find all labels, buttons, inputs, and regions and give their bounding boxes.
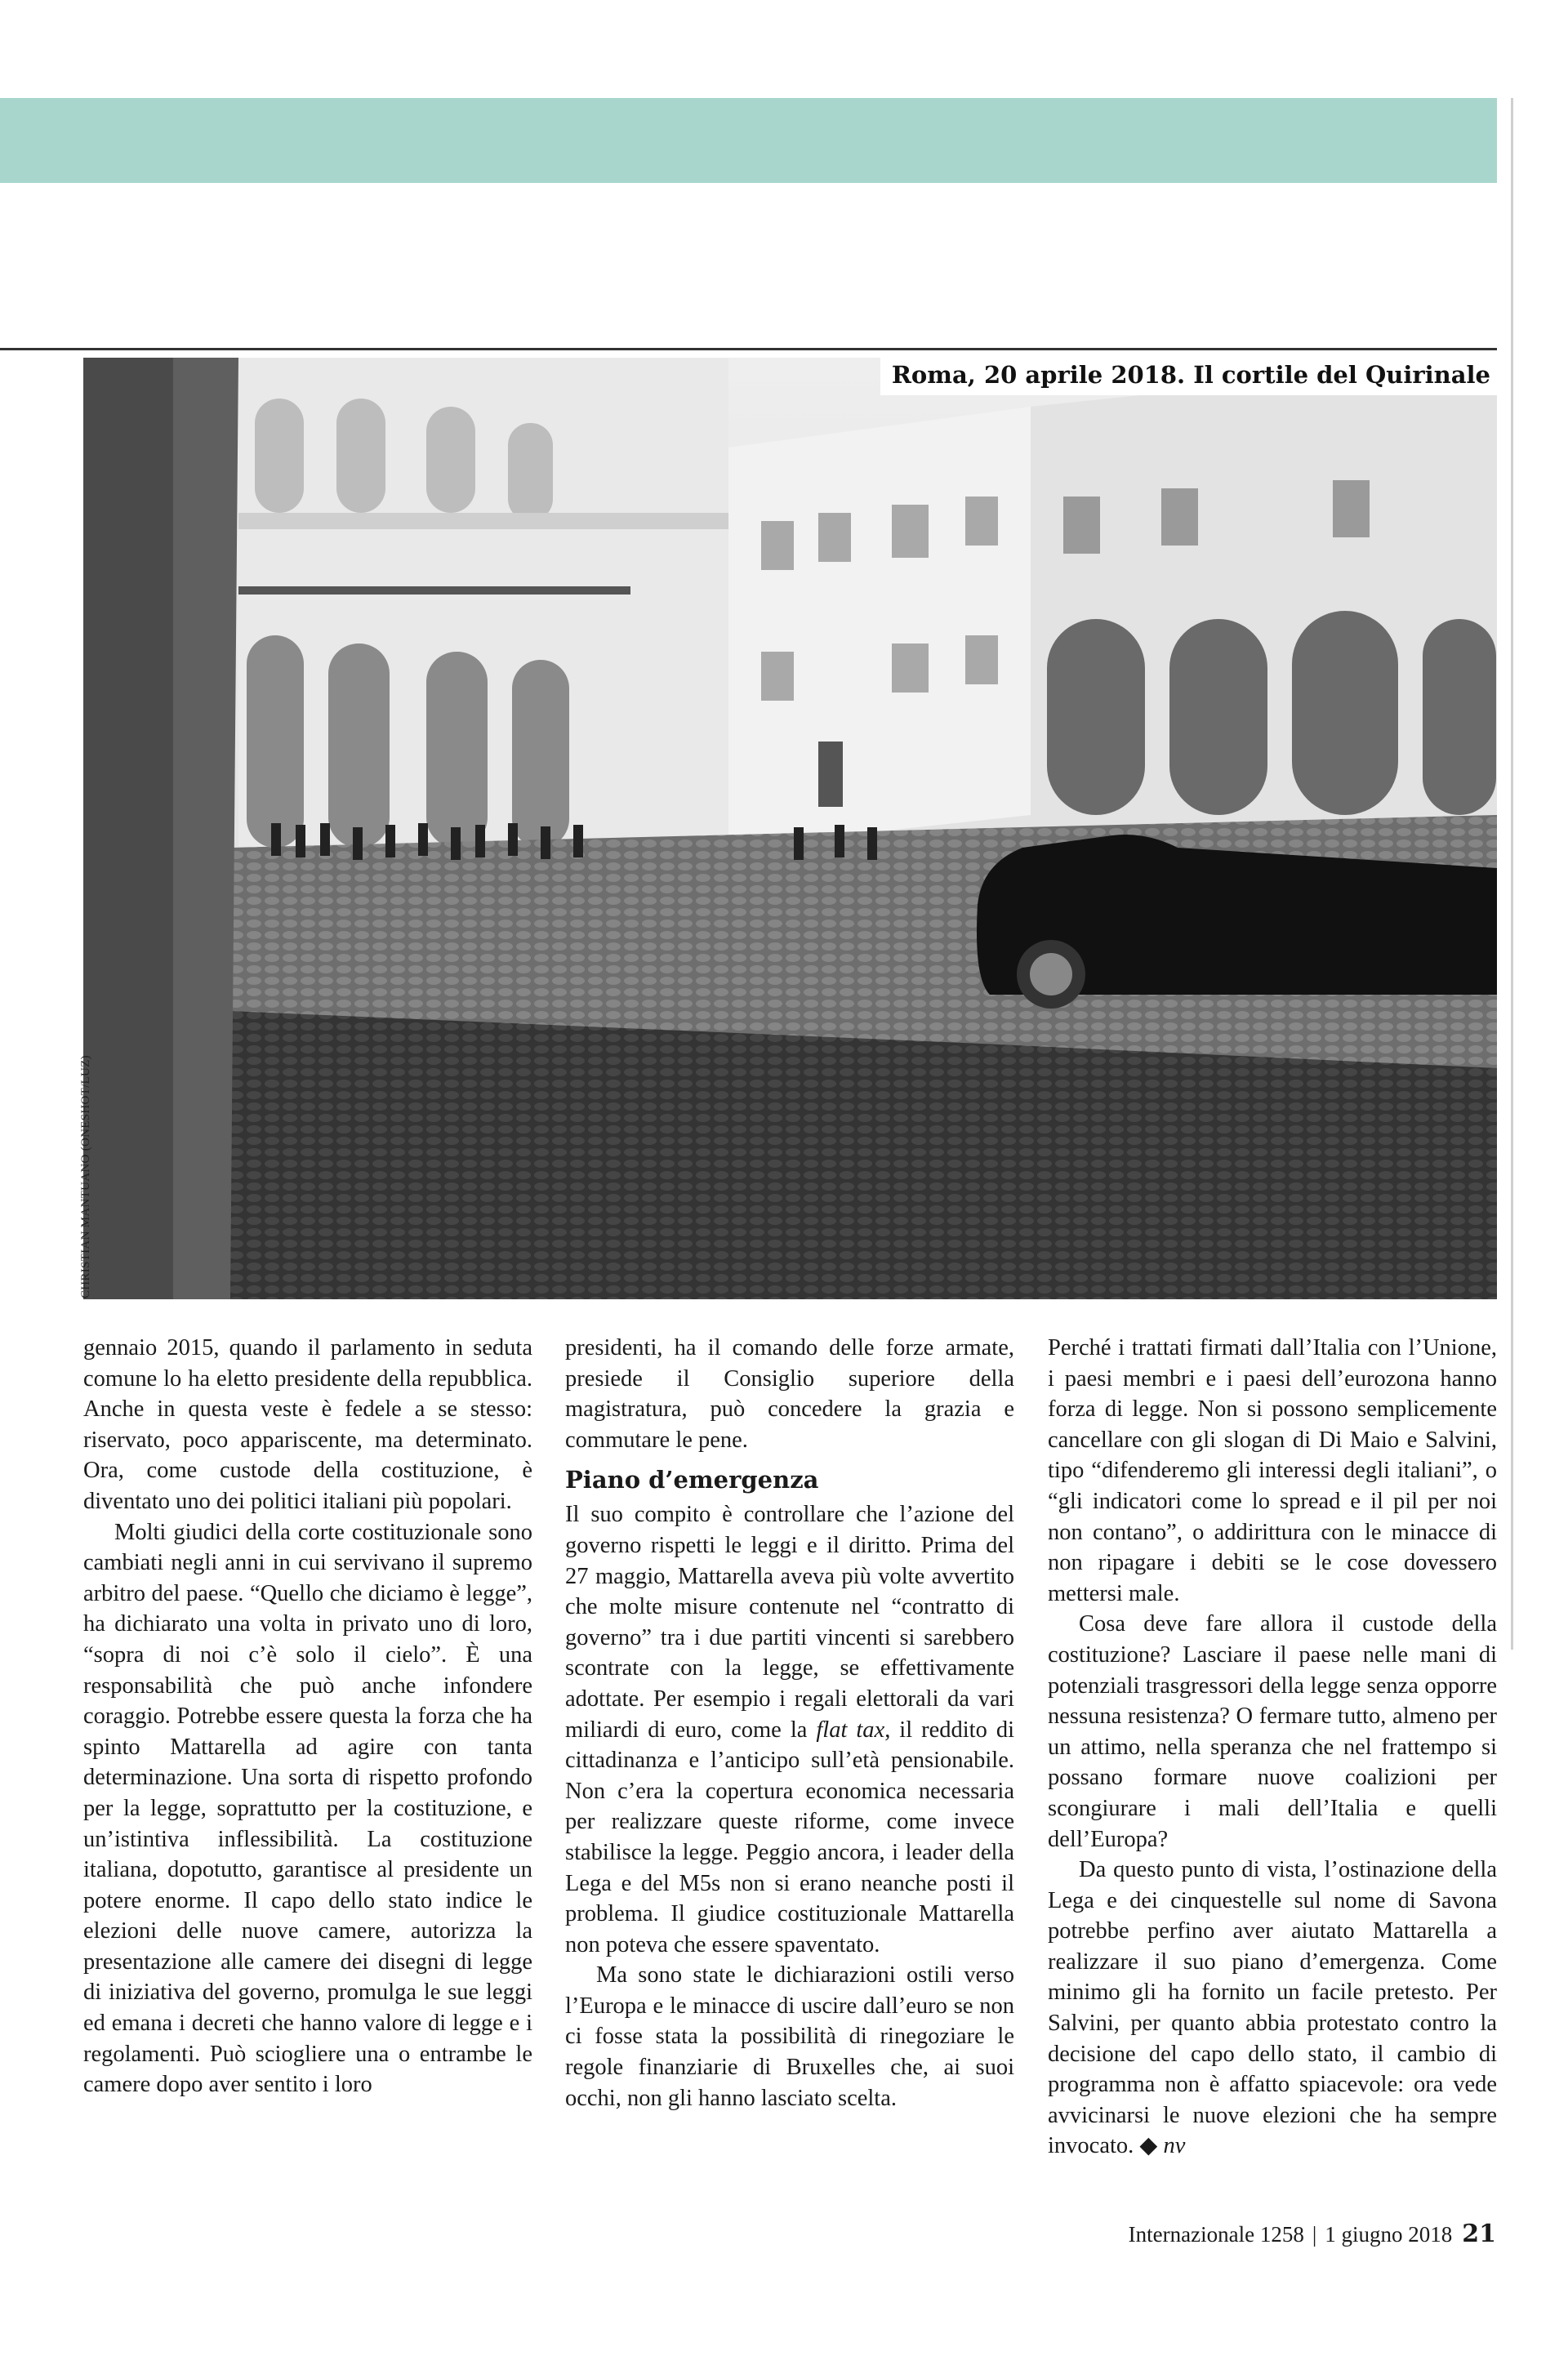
emphasis-flat-tax: flat tax [816, 1717, 885, 1743]
text-run: Da questo punto di vista, l’ostinazione della Lega e dei cinquestelle sul nome di Savona potrebbe perfino aver aiutato Mattarella a realizzare il suo piano d’emergenza. Come minimo gli ha fornito un facile pretesto. Per Salvini, per quanto abbia protestato contro la decisione del capo dello stato, il cambio di programma non è affatto spiacevole: ora vede avvicinarsi le nuove elezioni che ha sempre invocato. [1048, 1857, 1497, 2159]
author-initials: nv [1163, 2133, 1186, 2159]
courtyard-illustration [83, 358, 1497, 1299]
quirinale-courtyard-photo [83, 358, 1497, 1299]
paragraph: gennaio 2015, quando il parlamento in seduta comune lo ha eletto presidente della repubblica. Anche in questa veste è fedele a se stesso: riservato, poco appariscente, ma determinato. Ora, come custode della costituzione, è diventato uno dei politici italiani più popolari. [83, 1335, 532, 1514]
page-number: 21 [1462, 2220, 1496, 2248]
article-column-1 [83, 1333, 532, 2100]
photo-credit: CHRISTIAN MANTUANO (ONESHOT/LUZ) [79, 1055, 92, 1298]
header-color-band [0, 98, 1497, 183]
paragraph: Perché i trattati firmati dall’Italia con l’Unione, i paesi membri e i paesi dell’eurozona hanno forza di legge. Non si possono semplicemente cancellare con gli slogan di Di Maio e Salvini, tipo “difenderemo gli interessi degli italiani”, o “gli indicatori come lo spread e il pil per noi non contano”, o addirittura con le minacce di non ripagare i debiti se le cose dovessero mettersi male. [1048, 1335, 1497, 1606]
end-mark-icon: ◆ [1139, 2133, 1158, 2159]
paragraph: presidenti, ha il comando delle forze armate, presiede il Consiglio superiore della magistratura, può concedere la grazia e commutare le pene. [565, 1335, 1014, 1453]
text-run: , il reddito di cittadinanza e l’anticipo sull’età pensionabile. Non c’era la copertura economica necessaria per realizzare queste riforme, come invece stabilisce la legge. Peggio ancora, i leader della Lega e del M5s non si erano neanche posti il problema. Il giudice costituzionale Mattarella non poteva che essere spaventato. [565, 1717, 1014, 1957]
article-column-3 [1048, 1333, 1497, 2162]
footer-separator: | [1312, 2222, 1317, 2247]
paragraph: Cosa deve fare allora il custode della costituzione? Lasciare il paese nelle mani di potenziali trasgressori della legge senza opporre nessuna resistenza? O fermare tutto, almeno per un attimo, nella speranza che nel frattempo si possano formare nuove coalizioni per scongiurare i mali dell’Italia e quelli dell’Europa? [1048, 1611, 1497, 1852]
paragraph [1048, 1855, 1497, 2162]
photo-caption: Roma, 20 aprile 2018. Il cortile del Quirinale [880, 358, 1497, 395]
paragraph [565, 1499, 1014, 1960]
publication-issue: Internazionale 1258 [1128, 2222, 1304, 2247]
paragraph: Ma sono state le dichiarazioni ostili verso l’Europa e le minacce di uscire dall’euro se non ci fosse stata la possibilità di rinegoziare le regole finanziarie di Bruxelles che, ai suoi occhi, non gli hanno lasciato scelta. [565, 1962, 1014, 2111]
page-edge-line [1511, 98, 1513, 1650]
issue-date: 1 giugno 2018 [1325, 2222, 1453, 2247]
paragraph: Molti giudici della corte costituzionale sono cambiati negli anni in cui servivano il supremo arbitro del paese. “Quello che diciamo è legge”, ha dichiarato una volta in privato uno di loro, “sopra di noi c’è solo il cielo”. È una responsabilità che può anche infondere coraggio. Potrebbe essere questa la forza che ha spinto Mattarella ad agire con tanta determinazione. Una sorta di rispetto profondo per la legge, soprattutto per la costituzione, e un’istintiva inflessibilità. La costituzione italiana, dopotutto, garantisce al presidente un potere enorme. Il capo dello stato indice le elezioni delle nuove camere, autorizza la presentazione alle camere dei disegni di legge di iniziativa del governo, promulga le sue leggi ed emana i decreti che hanno valore di legge e i regolamenti. Può sciogliere una o entrambe le camere dopo aver sentito i loro [83, 1519, 532, 2098]
top-rule [0, 348, 1497, 350]
section-heading: Piano d’emergenza [565, 1466, 819, 1494]
page-footer [1129, 2220, 1496, 2248]
text-run: Il suo compito è controllare che l’azione del governo rispetti le leggi e il diritto. Prima del 27 maggio, Mattarella aveva più volte avvertito che molte misure contenute nel “contratto di governo” tra i due partiti vincenti si sarebbero scontrate con la legge, se effettivamente adottate. Per esempio i regali elettorali da vari miliardi di euro, come la [565, 1502, 1014, 1743]
article-column-2 [565, 1333, 1014, 2113]
